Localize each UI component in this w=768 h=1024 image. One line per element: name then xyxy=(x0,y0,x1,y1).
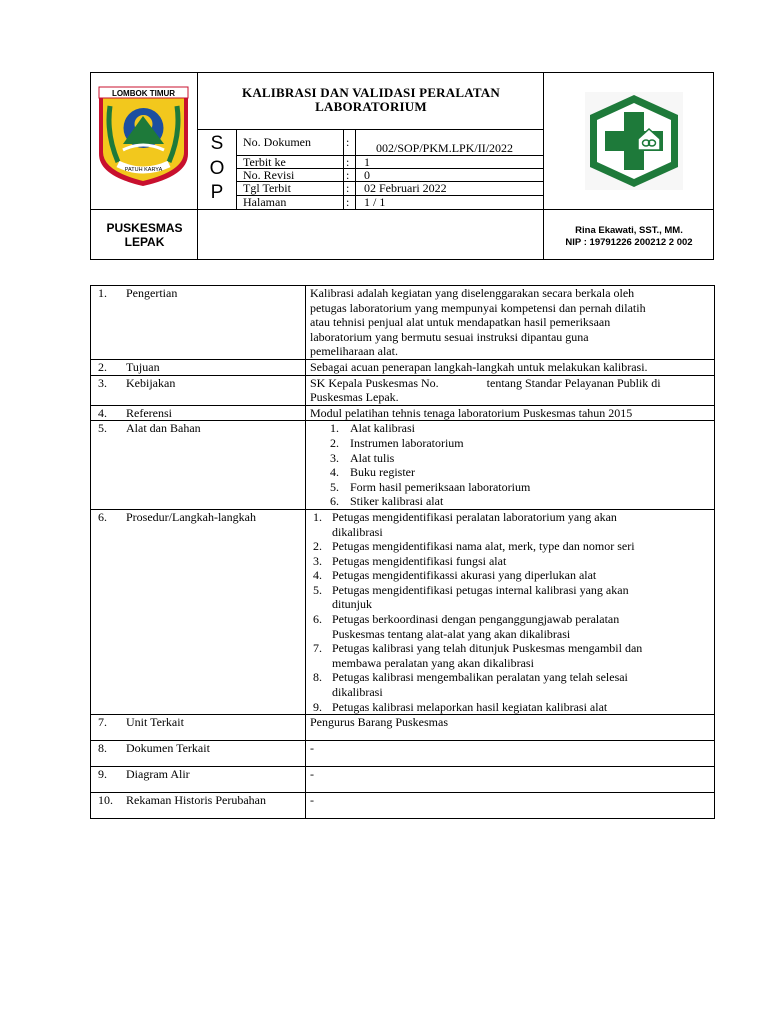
table-row xyxy=(91,741,715,767)
row-label: Alat dan Bahan xyxy=(126,421,201,436)
row-label-cell xyxy=(91,359,306,375)
revision-label: No. Revisi xyxy=(243,168,295,182)
row-content-cell xyxy=(306,741,715,767)
list-item: 9. Petugas kalibrasi melaporkan hasil kegiatan kalibrasi alat xyxy=(313,699,608,714)
row-label: Referensi xyxy=(126,405,172,420)
table-row xyxy=(91,715,715,741)
row-content-cell xyxy=(306,715,715,741)
doc-number-colon: : xyxy=(346,135,350,149)
list-item: 5. Form hasil pemeriksaan laboratorium xyxy=(330,479,531,494)
signature-block xyxy=(543,225,715,249)
content-line: Kalibrasi adalah kegiatan yang diselenggarakan secara berkala oleh xyxy=(310,286,635,300)
row-number: 1. xyxy=(98,286,107,300)
content-line: - xyxy=(310,741,314,756)
row-number: 8. xyxy=(98,741,107,756)
row-label-cell xyxy=(91,405,306,421)
emblem-motto: PATUH KARYA xyxy=(124,167,163,173)
puskesmas-line-2: LEPAK xyxy=(124,235,165,249)
row-label: Prosedur/Langkah-langkah xyxy=(126,509,256,524)
row-label: Kebijakan xyxy=(126,375,176,390)
row-content-cell xyxy=(306,421,715,510)
row-label: Dokumen Terkait xyxy=(126,741,210,756)
row-number: 3. xyxy=(98,375,107,390)
row-label-cell xyxy=(91,715,306,741)
issue-label: Terbit ke xyxy=(243,155,286,169)
sop-letter-o: O xyxy=(209,158,225,179)
row-label: Unit Terkait xyxy=(126,715,184,730)
content-line: Pengurus Barang Puskesmas xyxy=(310,715,448,730)
content-line: atau tehnisi penjual alat untuk mendapatkan hasil pemeriksaan xyxy=(310,315,611,330)
doc-number-value: 002/SOP/PKM.LPK/II/2022 xyxy=(376,141,514,155)
row-number: 6. xyxy=(98,509,107,524)
row-label: Pengertian xyxy=(126,286,178,300)
table-row xyxy=(91,793,715,819)
list-item: 3. Petugas mengidentifikasi fungsi alat xyxy=(313,553,507,568)
emblem-label: LOMBOK TIMUR xyxy=(111,89,176,98)
content-line: SK Kepala Puskesmas No. xyxy=(310,375,439,390)
sop-content-table xyxy=(90,285,715,819)
page-value: 1 / 1 xyxy=(364,195,386,209)
row-content-cell xyxy=(306,375,715,405)
row-label-cell xyxy=(91,793,306,819)
row-label-cell xyxy=(91,421,306,510)
row-label-cell xyxy=(91,767,306,793)
list-item: 3. Alat tulis xyxy=(330,450,395,465)
row-number: 10. xyxy=(98,793,113,808)
puskesmas-logo xyxy=(585,92,683,190)
row-number: 9. xyxy=(98,767,107,782)
list-item: 2. Instrumen laboratorium xyxy=(330,435,464,450)
table-row xyxy=(91,509,715,714)
content-line: - xyxy=(310,767,314,782)
list-item: 6. Stiker kalibrasi alat xyxy=(330,494,444,509)
content-line: tentang Standar Pelayanan Publik di xyxy=(486,375,661,390)
revision-colon: : xyxy=(346,168,350,182)
row-label: Rekaman Historis Perubahan xyxy=(126,793,266,808)
content-line: petugas laboratorium yang mempunyai kompetensi dan pernah dilatih xyxy=(310,300,646,315)
sop-letter-p: P xyxy=(210,182,224,203)
row-content-cell xyxy=(306,793,715,819)
issue-colon: : xyxy=(346,155,350,169)
table-row xyxy=(91,767,715,793)
row-content-cell xyxy=(306,286,715,360)
row-label-cell xyxy=(91,286,306,360)
issue-value: 1 xyxy=(364,155,370,169)
issue-date-value: 02 Februari 2022 xyxy=(364,181,447,195)
page-colon: : xyxy=(346,195,350,209)
puskesmas-name xyxy=(91,221,198,249)
list-item: 5. Petugas mengidentifikasi petugas internal kalibrasi yang akan ditunjuk xyxy=(313,582,629,612)
signer-name: Rina Ekawati, SST., MM. xyxy=(575,225,683,236)
table-row xyxy=(91,405,715,421)
list-item: 7. Petugas kalibrasi yang telah ditunjuk Puskesmas mengambil dan membawa peralatan yang akan dikalibrasi xyxy=(313,641,643,670)
content-line: laboratorium yang bermutu sesuai instruksi dipantau guna xyxy=(310,329,589,344)
table-row xyxy=(91,359,715,375)
lombok-timur-emblem xyxy=(96,84,191,188)
content-line: pemeliharaan alat. xyxy=(310,344,398,359)
content-line: - xyxy=(310,793,314,808)
sop-letter-s: S xyxy=(210,133,224,154)
title-line-2: LABORATORIUM xyxy=(315,99,427,114)
list-item: 4. Buku register xyxy=(330,465,415,480)
list-item: 6. Petugas berkoordinasi dengan penganggungjawab peralatan Puskesmas tentang alat-alat yang akan dikalibrasi xyxy=(313,612,620,641)
issue-date-colon: : xyxy=(346,181,350,195)
list-item: 8. Petugas kalibrasi mengembalikan peralatan yang telah selesai dikalibrasi xyxy=(313,670,628,700)
row-content-cell xyxy=(306,405,715,421)
row-content-cell xyxy=(306,359,715,375)
list-item: 2. Petugas mengidentifikasi nama alat, merk, type dan nomor seri xyxy=(313,539,635,554)
revision-value: 0 xyxy=(364,168,370,182)
row-content-cell xyxy=(306,509,715,714)
list-item: 4. Petugas mengidentifikassi akurasi yang diperlukan alat xyxy=(313,568,597,583)
content-line: Puskesmas Lepak. xyxy=(310,390,399,405)
sop-header xyxy=(90,72,714,260)
table-row xyxy=(91,286,715,360)
content-line: Sebagai acuan penerapan langkah-langkah untuk melakukan kalibrasi. xyxy=(310,359,648,374)
row-number: 5. xyxy=(98,421,107,436)
doc-number-label: No. Dokumen xyxy=(243,135,311,149)
row-content-cell xyxy=(306,767,715,793)
row-label-cell xyxy=(91,375,306,405)
list-item: 1. Alat kalibrasi xyxy=(330,421,415,436)
row-number: 2. xyxy=(98,359,107,374)
page-label: Halaman xyxy=(243,195,287,209)
table-row xyxy=(91,375,715,405)
list-item: 1. Petugas mengidentifikasi peralatan laboratorium yang akan dikalibrasi xyxy=(313,509,617,539)
row-label-cell xyxy=(91,509,306,714)
puskesmas-line-1: PUSKESMAS xyxy=(106,221,183,235)
row-number: 7. xyxy=(98,715,107,730)
table-row xyxy=(91,421,715,510)
issue-date-label: Tgl Terbit xyxy=(243,181,291,195)
signer-nip: NIP : 19791226 200212 2 002 xyxy=(565,237,693,248)
row-label: Tujuan xyxy=(126,359,160,374)
title-line-1: KALIBRASI DAN VALIDASI PERALATAN xyxy=(242,85,500,100)
document-title xyxy=(198,86,544,114)
row-label-cell xyxy=(91,741,306,767)
content-line: Modul pelatihan tehnis tenaga laboratorium Puskesmas tahun 2015 xyxy=(310,405,633,420)
row-label: Diagram Alir xyxy=(126,767,190,782)
row-number: 4. xyxy=(98,405,107,420)
